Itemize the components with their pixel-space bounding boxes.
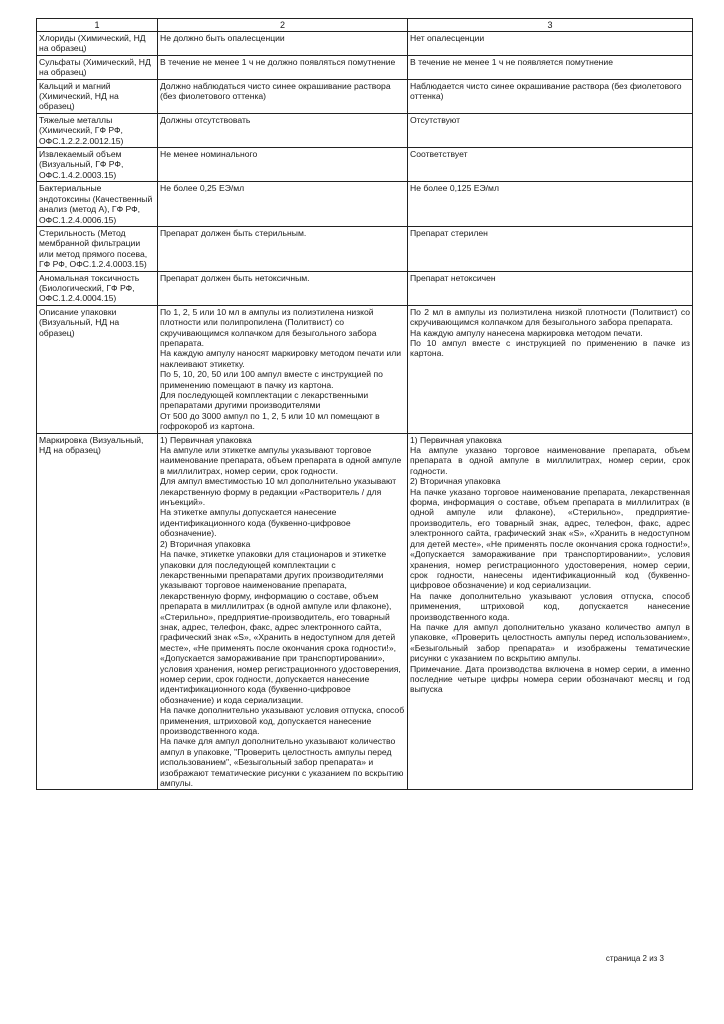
requirement-paragraph: На пачке дополнительно указывают условия отпуска, способ применения, штриховой код, допускается нанесение производственного кода. (160, 705, 405, 736)
requirement-paragraph: Не должно быть опалесценции (160, 33, 285, 43)
requirement-cell (158, 226, 408, 271)
header-col-1: 1 (37, 19, 158, 32)
requirement-paragraph: Должно наблюдаться чисто синее окрашивание раствора (без фиолетового оттенка) (160, 80, 391, 102)
table-row (37, 433, 693, 790)
result-paragraph: По 2 мл в ампулы из полиэтилена низкой плотности (Политвист) со скручивающимся колпачком для безыгольного забора препарата. (410, 306, 690, 328)
requirement-paragraph: На ампуле или этикетке ампулы указывают торговое наименование препарата, объем препарата в одной ампуле в миллилитрах, номер серии, срок годности. (160, 445, 402, 476)
result-paragraph: На ампуле указано торговое наименование препарата, объем препарата в одной ампуле в миллилитрах, номер серии, срок годности. (410, 445, 690, 476)
requirement-paragraph: В течение не менее 1 ч не должно появляться помутнение (160, 56, 396, 67)
requirement-cell (158, 305, 408, 433)
requirement-paragraph: На пачке, этикетке упаковки для стационаров и этикетке упаковки для последующей комплектации с лекарственными препаратами других производителями указывают торговое наименование препарата, лекарственную форму, информацию о составе, объем препарата в миллилитрах (в одной ампуле или флаконе), «Стерильно», предприятие-производитель, его товарный знак, адрес, телефон, факс, адрес электронного сайта, графический знак «S», «Хранить в недоступном для детей месте», «Не применять после окончания срока годности!», «Допускается замораживание при транспортировании», условия хранения, номер регистрационного удостоверения, номер серии, срок годности, допускается нанесение идентификационного кода (буквенно-цифровое обозначение) и кода сериализации. (160, 549, 401, 705)
requirement-cell (158, 113, 408, 147)
result-paragraph: На пачке для ампул дополнительно указано количество ампул в упаковке, «Проверить целостность ампулы перед использованием», «Безыгольный забор препарата» и изображены тематические рисунки с указанием по вскрытию ампулы. (410, 621, 690, 664)
requirement-cell (158, 148, 408, 182)
result-paragraph: 1) Первичная упаковка (410, 434, 502, 445)
header-col-2: 2 (158, 19, 408, 32)
result-paragraph: Не более 0,125 ЕЭ/мл (410, 183, 499, 194)
page-number: страница 2 из 3 (605, 954, 664, 963)
requirement-cell (158, 433, 408, 790)
result-paragraph: Препарат нетоксичен (410, 272, 496, 283)
result-paragraph: На каждую ампулу нанесена маркировка методом печати. (410, 327, 643, 338)
requirement-paragraph: Препарат должен быть стерильным. (160, 227, 307, 238)
table-row (37, 182, 693, 227)
result-cell (408, 148, 693, 182)
parameter-cell: Маркировка (Визуальный, НД на образец) (37, 433, 158, 790)
parameter-cell: Тяжелые металлы (Химический, ГФ РФ, ОФС.1.2.2.2.0012.15) (37, 113, 158, 147)
result-paragraph: На пачке указано торговое наименование препарата, лекарственная форма, информация о составе, объем препарата в миллилитрах (в одной ампуле или флаконе), «Стерильно», предприятие-производитель, его товарный знак, адрес, телефон, факс, адрес электронного сайта, графический знак «S», «Хранить в недоступном для детей месте», «Не применять после окончания срока годности!», «Допускается замораживание при транспортировании», условия хранения, номер регистрационного удостоверения, номер серии, срок годности, нанесены идентификационный код (буквенно-цифровое обозначение) и код сериализации. (410, 486, 690, 591)
requirement-paragraph: От 500 до 3000 ампул по 1, 2, 5 или 10 мл помещают в гофрокороб из картона. (160, 410, 380, 432)
result-paragraph: По 10 ампул вместе с инструкцией по применению в пачке из картона. (410, 337, 690, 359)
parameter-cell: Аномальная токсичность (Биологический, ГФ РФ, ОФС.1.2.4.0004.15) (37, 271, 158, 305)
result-paragraph: Примечание. Дата производства включена в номер серии, а именно последние четыре цифры номера серии обозначают месяц и год выпуска (410, 663, 690, 695)
requirement-cell (158, 32, 408, 56)
table-row (37, 148, 693, 182)
table-row (37, 113, 693, 147)
requirement-paragraph: 1) Первичная упаковка (160, 434, 252, 445)
requirement-paragraph: На каждую ампулу наносят маркировку методом печати или наклеивают этикетку. (160, 348, 402, 369)
result-cell (408, 271, 693, 305)
parameter-cell: Хлориды (Химический, НД на образец) (37, 32, 158, 56)
result-cell (408, 32, 693, 56)
requirement-cell (158, 79, 408, 113)
requirement-paragraph: По 5, 10, 20, 50 или 100 ампул вместе с инструкцией по применению помещают в пачку из картона. (160, 369, 383, 390)
result-paragraph: Наблюдается чисто синее окрашивание раствора (без фиолетового оттенка) (410, 80, 682, 102)
header-row (37, 19, 693, 32)
table-row (37, 305, 693, 433)
requirement-cell (158, 55, 408, 79)
requirement-paragraph: Для ампул вместимостью 10 мл дополнительно указывают лекарственную форму в редакции «Растворитель / для инъекций». (160, 476, 397, 508)
requirement-paragraph: Не более 0,25 ЕЭ/мл (160, 183, 245, 194)
requirement-paragraph: По 1, 2, 5 или 10 мл в ампулы из полиэтилена низкой плотности или полипропилена (Политвист) со скручивающимся колпачком для безыгольного забора препарата. (160, 306, 377, 348)
parameter-cell: Бактериальные эндотоксины (Качественный анализ (метод А), ГФ РФ, ОФС.1.2.4.0006.15) (37, 182, 158, 227)
table-row (37, 55, 693, 79)
parameter-cell: Сульфаты (Химический, НД на образец) (37, 55, 158, 79)
result-cell (408, 226, 693, 271)
result-paragraph: Препарат стерилен (410, 227, 488, 238)
result-paragraph: Соответствует (410, 149, 468, 160)
result-cell (408, 113, 693, 147)
requirement-paragraph: 2) Вторичная упаковка (160, 538, 251, 549)
result-paragraph: Нет опалесценции (410, 33, 485, 43)
result-cell (408, 182, 693, 227)
requirement-paragraph: Препарат должен быть нетоксичным. (160, 272, 310, 283)
requirement-paragraph: Для последующей комплектации с лекарственными препаратами другими производителями (160, 390, 369, 411)
spec-table (36, 18, 693, 790)
table-row (37, 79, 693, 113)
result-cell (408, 433, 693, 790)
result-cell (408, 305, 693, 433)
result-cell (408, 55, 693, 79)
result-paragraph: В течение не менее 1 ч не появляется помутнение (410, 56, 613, 67)
requirement-paragraph: Должны отсутствовать (160, 114, 251, 125)
table-row (37, 226, 693, 271)
table-row (37, 32, 693, 56)
requirement-cell (158, 271, 408, 305)
result-paragraph: Отсутствуют (410, 114, 461, 125)
parameter-cell: Описание упаковки (Визуальный, НД на образец) (37, 305, 158, 433)
requirement-paragraph: На этикетке ампулы допускается нанесение идентификационного кода (буквенно-цифровое обозначение). (160, 507, 351, 539)
parameter-cell: Кальций и магний (Химический, НД на образец) (37, 79, 158, 113)
result-paragraph: На пачке дополнительно указывают условия отпуска, способ применения, штриховой код, допускается нанесение производственного кода. (410, 590, 690, 622)
parameter-cell: Извлекаемый объем (Визуальный, ГФ РФ, ОФС.1.4.2.0003.15) (37, 148, 158, 182)
parameter-cell: Стерильность (Метод мембранной фильтрации или метод прямого посева, ГФ РФ, ОФС.1.2.4.0003.15) (37, 226, 158, 271)
table-row (37, 271, 693, 305)
header-col-3: 3 (408, 19, 693, 32)
result-cell (408, 79, 693, 113)
result-paragraph: 2) Вторичная упаковка (410, 476, 501, 487)
requirement-paragraph: На пачке для ампул дополнительно указывают количество ампул в упаковке, "Проверить целостность ампулы перед использованием", «Безыгольный забор препарата» и изображают тематические рисунки с указанием по вскрытию ампулы. (160, 736, 404, 789)
requirement-cell (158, 182, 408, 227)
requirement-paragraph: Не менее номинального (160, 149, 258, 160)
